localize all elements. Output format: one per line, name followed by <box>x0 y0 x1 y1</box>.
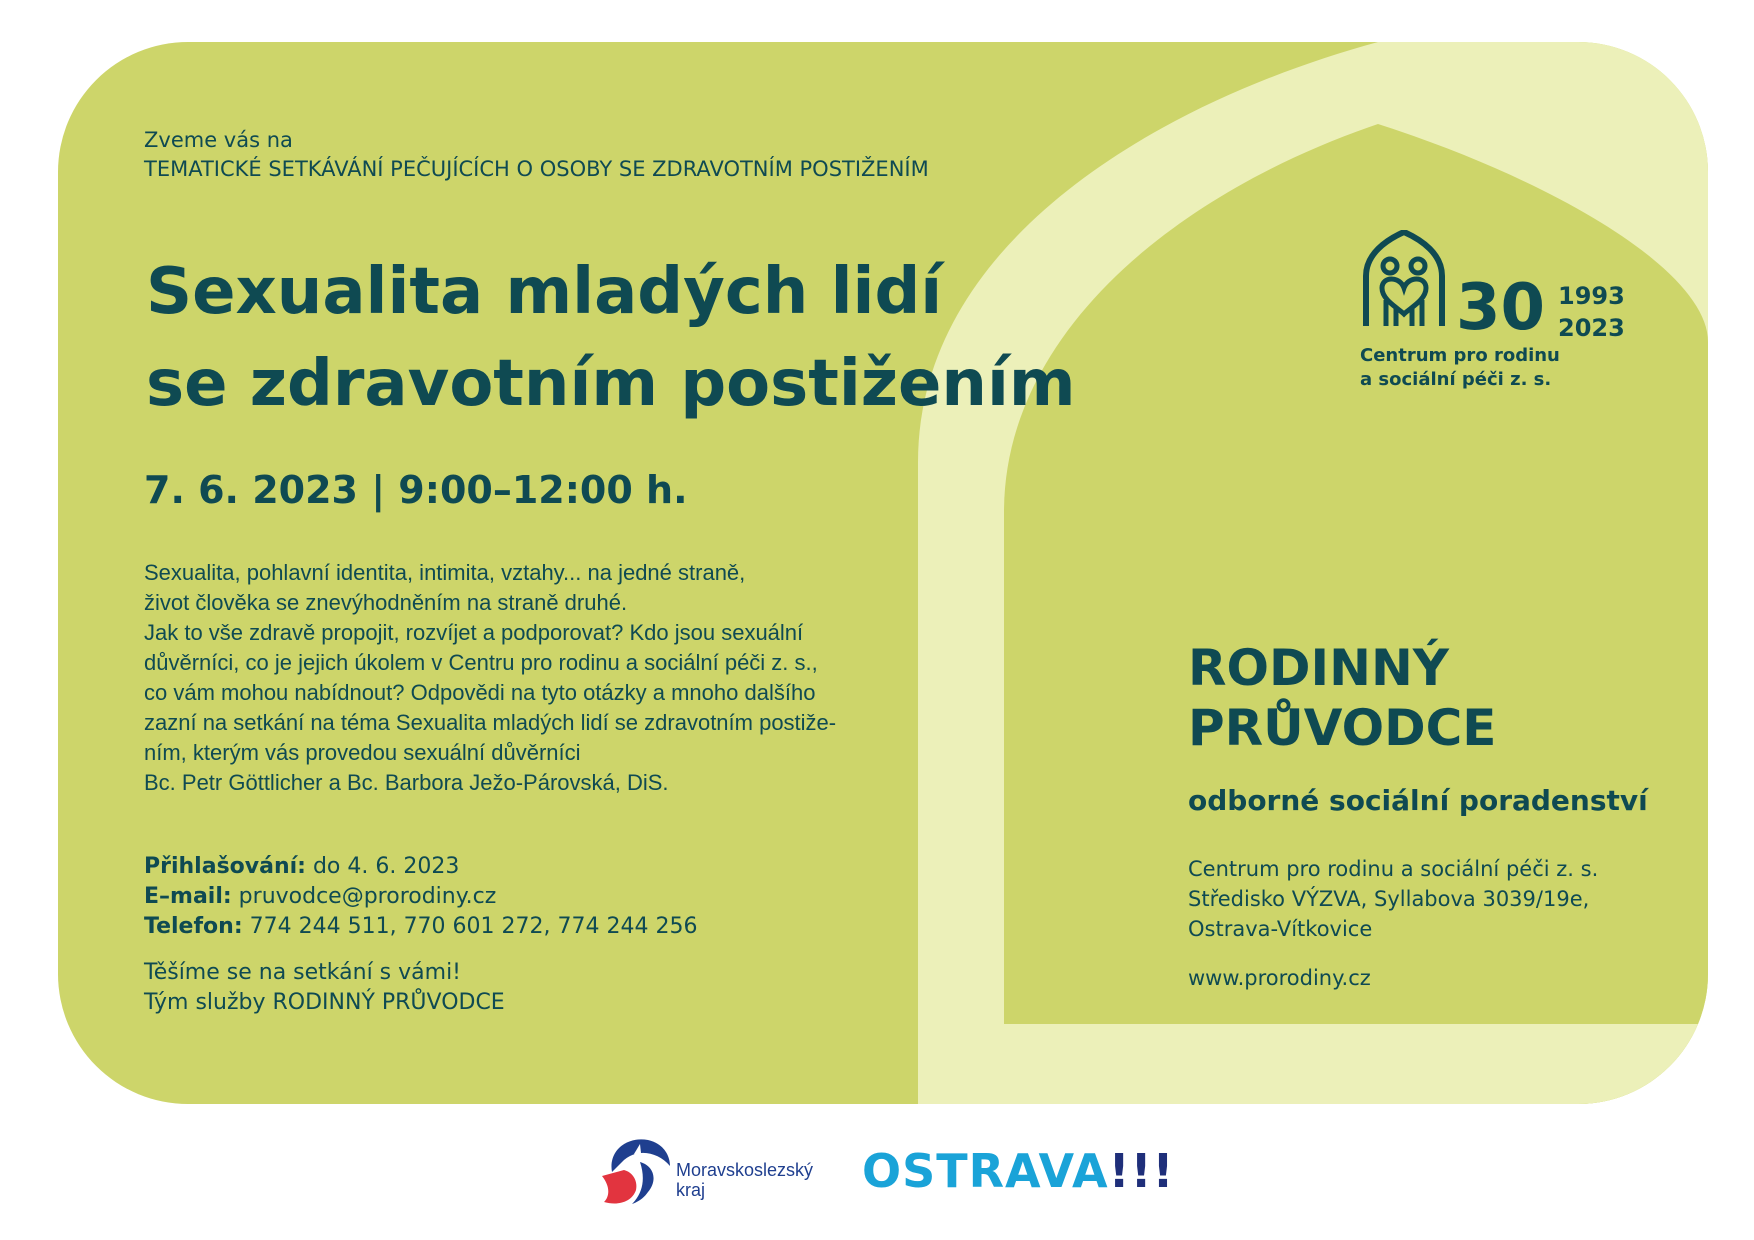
email-row <box>144 882 697 912</box>
event-title <box>146 246 1076 430</box>
closing-team: Tým služby RODINNÝ PRŮVODCE <box>144 990 505 1015</box>
intro-event-type: TEMATICKÉ SETKÁVÁNÍ PEČUJÍCÍCH O OSOBY SE ZDRAVOTNÍM POSTIŽENÍM <box>144 157 929 181</box>
msk-line-1: Moravskoslezský <box>676 1160 814 1180</box>
msk-line-2: kraj <box>676 1180 706 1200</box>
registration-row <box>144 852 697 882</box>
service-name-line-2: PRŮVODCE <box>1188 699 1497 757</box>
address-line: Ostrava-Vítkovice <box>1188 917 1373 941</box>
service-subtitle: odborné sociální poradenství <box>1188 784 1648 817</box>
closing-note <box>144 958 505 1018</box>
moravskoslezsky-kraj-wordmark <box>676 1160 813 1200</box>
intro-line: Zveme vás na <box>144 128 293 152</box>
event-description <box>144 558 836 798</box>
website-link[interactable]: www.prorodiny.cz <box>1188 966 1371 990</box>
family-arch-icon <box>1360 230 1450 330</box>
organization-name <box>1360 344 1560 392</box>
phone-label: Telefon: <box>144 914 243 939</box>
org-line-2: a sociální péči z. s. <box>1360 369 1552 390</box>
description-line: zazní na setkání na téma Sexualita mladých lidí se zdravotním postiže- <box>144 710 837 735</box>
description-line: Bc. Petr Göttlicher a Bc. Barbora Ježo-Párovská, DiS. <box>144 770 669 795</box>
anniversary-number: 30 <box>1456 271 1546 345</box>
moravskoslezsky-kraj-logo-icon <box>598 1132 674 1208</box>
closing-greeting: Těšíme se na setkání s vámi! <box>144 960 462 985</box>
description-line: Sexualita, pohlavní identita, intimita, vztahy... na jedné straně, <box>144 560 746 585</box>
phone-numbers: 774 244 511, 770 601 272, 774 244 256 <box>242 914 698 939</box>
year-end: 2023 <box>1558 314 1625 342</box>
contact-info <box>144 852 697 942</box>
service-name <box>1188 638 1496 758</box>
title-line-1: Sexualita mladých lidí <box>146 255 943 329</box>
ostrava-logo <box>862 1144 1175 1198</box>
description-line: ním, kterým vás provedou sexuální důvěrníci <box>144 740 581 765</box>
description-line: život člověka se znevýhodněním na straně druhé. <box>144 590 628 615</box>
invitation-intro <box>144 126 929 184</box>
description-line: Jak to vše zdravě propojit, rozvíjet a podporovat? Kdo jsou sexuální <box>144 620 804 645</box>
email-address[interactable]: pruvodce@prorodiny.cz <box>231 884 497 909</box>
description-line: důvěrníci, co je jejich úkolem v Centru pro rodinu a sociální péči z. s., <box>144 650 818 675</box>
invitation-card <box>58 42 1708 1104</box>
address-line: Centrum pro rodinu a sociální péči z. s. <box>1188 857 1599 881</box>
service-name-line-1: RODINNÝ <box>1188 639 1450 697</box>
email-label: E–mail: <box>144 884 232 909</box>
ostrava-word: OSTRAVA <box>862 1144 1109 1198</box>
year-start: 1993 <box>1558 282 1625 310</box>
description-line: co vám mohou nabídnout? Odpovědi na tyto otázky a mnoho dalšího <box>144 680 816 705</box>
registration-deadline: do 4. 6. 2023 <box>305 854 460 879</box>
phone-row <box>144 912 697 942</box>
sponsor-logos <box>0 1104 1754 1240</box>
address-line: Středisko VÝZVA, Syllabova 3039/19e, <box>1188 887 1590 911</box>
event-datetime: 7. 6. 2023 | 9:00–12:00 h. <box>144 468 688 512</box>
title-line-2: se zdravotním postižením <box>146 347 1076 421</box>
org-line-1: Centrum pro rodinu <box>1360 345 1560 366</box>
ostrava-exclamations: !!! <box>1108 1144 1175 1198</box>
anniversary-years <box>1558 280 1625 344</box>
service-address <box>1188 854 1598 944</box>
registration-label: Přihlašování: <box>144 854 306 879</box>
